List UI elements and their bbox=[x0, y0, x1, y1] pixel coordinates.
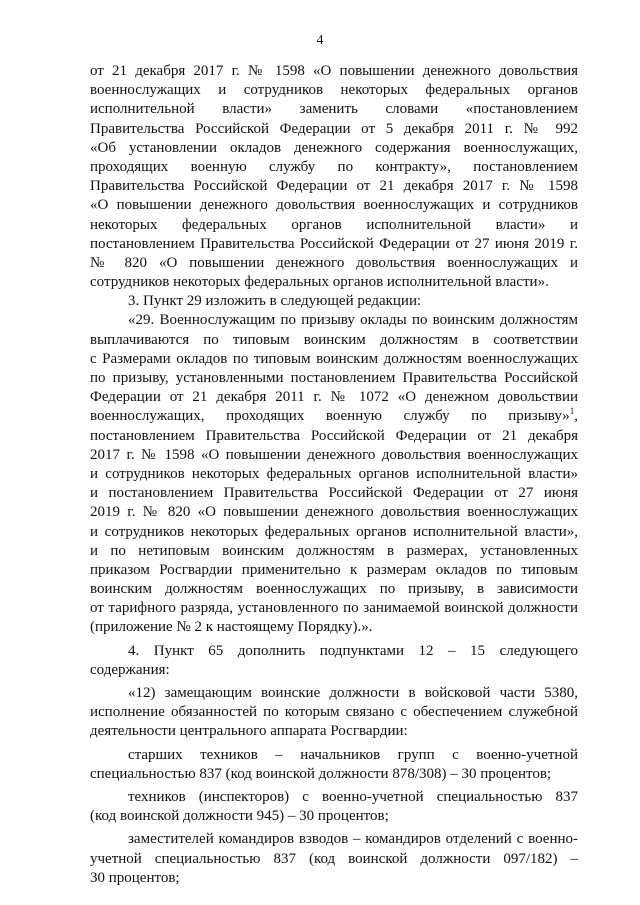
text-line: с Размерами окладов по типовым воинским должностям военнослужащих bbox=[90, 350, 578, 367]
text-line: «12) замещающим воинские должности в войсковой части 5380, bbox=[128, 685, 578, 701]
text-line: 2019 г. № 820 «О повышении денежного довольствия военнослужащих bbox=[90, 504, 578, 521]
text-line: и постановлением Правительства Российской Федерации от 27 июня bbox=[90, 485, 578, 502]
text-line: специальностью 837 (код воинской должности 878/308) – 30 процентов; bbox=[90, 765, 552, 782]
text-line: (код воинской должности 945) – 30 процентов; bbox=[90, 808, 389, 825]
text-line: исполнительной власти» заменить словами «постановлением bbox=[90, 101, 578, 118]
text-line: Федерации от 21 декабря 2011 г. № 1072 «О денежном довольствии bbox=[90, 389, 578, 406]
text-line: старших техников – начальников групп с военно-учетной bbox=[128, 746, 578, 763]
text-line: приказом Росгвардии применительно к размерам окладов по типовым bbox=[90, 561, 578, 578]
text-line: проходящих военную службу по контракту», постановлением bbox=[90, 158, 578, 175]
text-line: «29. Военнослужащим по призыву оклады по воинским должностям bbox=[128, 312, 578, 329]
text-line-with-footnote: военнослужащих, проходящих военную службу по призыву»$^1$, bbox=[90, 406, 578, 425]
text-line: содержания: bbox=[90, 661, 170, 678]
text-line: (приложение № 2 к настоящему Порядку).». bbox=[90, 619, 373, 636]
text-line: № 820 «О повышении денежного довольствия военнослужащих и bbox=[90, 254, 578, 271]
paragraph-heading: 3. Пункт 29 изложить в следующей редакции: bbox=[128, 293, 422, 310]
text-line: и сотрудников некоторых федеральных органов исполнительной власти» bbox=[90, 465, 578, 482]
text-line: выплачиваются по типовым воинским должностям в соответствии bbox=[90, 331, 578, 348]
footnote-mark: 1 bbox=[569, 406, 575, 417]
text-line: постановлением Правительства Российской Федерации от 27 июня 2019 г. bbox=[90, 235, 578, 252]
document-body bbox=[90, 62, 578, 888]
text-line: и по нетиповым воинским должностям в размерах, установленных bbox=[90, 542, 578, 559]
text-line: и сотрудников некоторых федеральных органов исполнительной власти», bbox=[90, 523, 578, 540]
text-line: исполнение обязанностей по которым связано с обеспечением служебной bbox=[90, 704, 578, 721]
text-line: от тарифного разряда, установленного по занимаемой воинской должности bbox=[90, 600, 578, 617]
text-line: заместителей командиров взводов – командиров отделений с военно- bbox=[128, 831, 578, 848]
text-line: Правительства Российской Федерации от 5 декабря 2011 г. № 992 bbox=[90, 120, 578, 137]
text-line: сотрудников некоторых федеральных органов исполнительной власти». bbox=[90, 274, 549, 291]
text-line: учетной специальностью 837 (код воинской должности 097/182) – bbox=[90, 850, 578, 867]
text-line: от 21 декабря 2017 г. № 1598 «О повышении денежного довольствия bbox=[90, 63, 578, 79]
text-line: некоторых федеральных органов исполнительной власти» и bbox=[90, 216, 578, 233]
paragraph-heading: 4. Пункт 65 дополнить подпунктами 12 – 15 следующего bbox=[128, 642, 578, 659]
text-line: Правительства Российской Федерации от 21 декабря 2017 г. № 1598 bbox=[90, 178, 578, 195]
text-line: «Об установлении окладов денежного содержания военнослужащих, bbox=[90, 139, 578, 156]
text-line: техников (инспекторов) с военно-учетной специальностью 837 bbox=[128, 788, 578, 805]
text-line: 30 процентов; bbox=[90, 869, 180, 886]
text-line: 2017 г. № 1598 «О повышении денежного довольствия военнослужащих bbox=[90, 446, 578, 463]
page-number: 4 bbox=[316, 33, 324, 48]
text-line: воинским должностям военнослужащих по призыву, в зависимости bbox=[90, 581, 578, 598]
text-line: деятельности центрального аппарата Росгвардии: bbox=[90, 723, 408, 740]
text-line: военнослужащих, проходящих военную службу по призыву» bbox=[90, 408, 570, 425]
text-line: военнослужащих и сотрудников некоторых федеральных органов bbox=[90, 82, 578, 99]
text-line: «О повышении денежного довольствия военнослужащих и сотрудников bbox=[90, 197, 578, 214]
text-line: постановлением Правительства Российской Федерации от 21 декабря bbox=[90, 427, 578, 444]
text-line: по призыву, установленными постановлением Правительства Российской bbox=[90, 370, 578, 386]
